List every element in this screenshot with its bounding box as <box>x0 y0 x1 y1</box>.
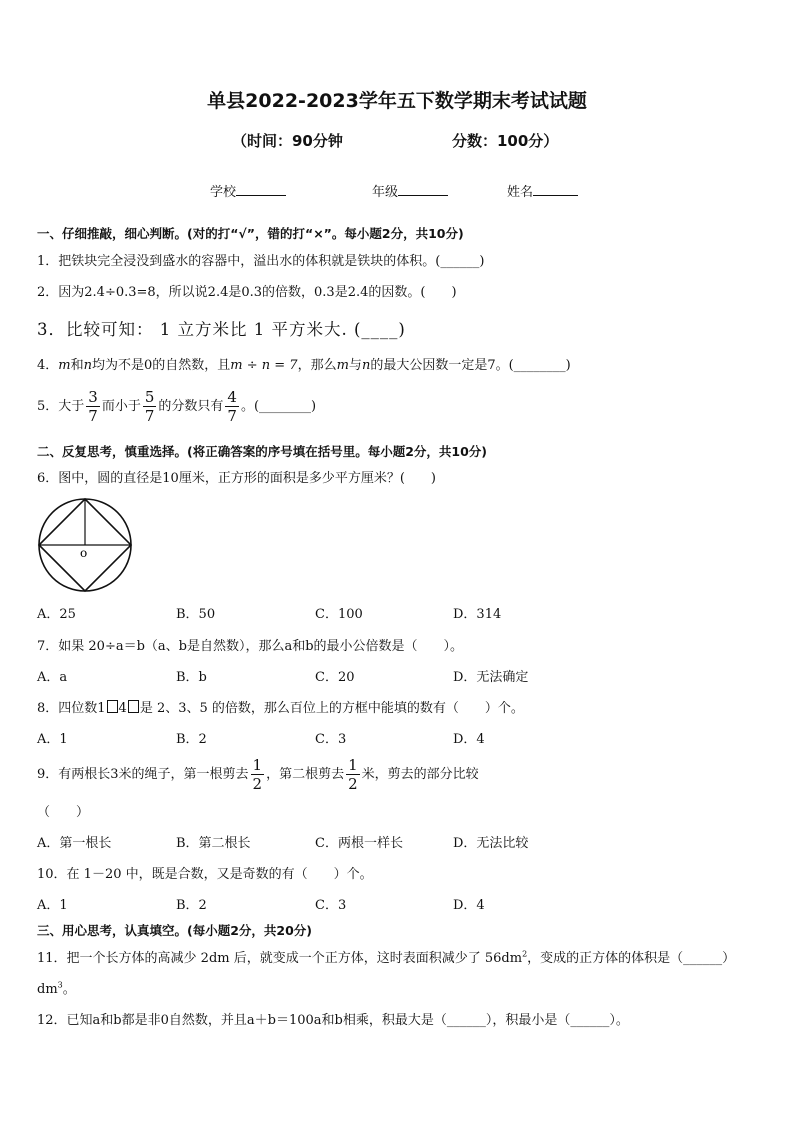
q7-option-d[interactable]: D．无法确定 <box>453 670 529 685</box>
exam-time: （时间：90分钟 <box>232 132 343 150</box>
q4-var-n2: n <box>361 358 371 373</box>
q10-option-d[interactable]: D．4 <box>453 898 485 913</box>
q10-option-b[interactable]: B．2 <box>176 898 207 913</box>
q11-text-d: 。 <box>62 982 76 997</box>
question-6: 6．图中，圆的直径是10厘米，正方形的面积是多少平方厘米？( ) <box>37 471 436 486</box>
q9-option-a[interactable]: A．第一根长 <box>37 836 112 851</box>
q6-option-b[interactable]: B．50 <box>176 607 216 622</box>
q5-text-b: 而小于 <box>101 399 141 414</box>
q4-text-d: ，那么 <box>297 358 337 373</box>
q8-text-b: 4 <box>118 701 127 716</box>
q4-text-a: 4． <box>37 358 59 373</box>
name-label: 姓名 <box>507 185 534 200</box>
q11-text-c: dm <box>37 982 58 997</box>
q7-option-a[interactable]: A．a <box>37 670 68 685</box>
q6-option-a[interactable]: A．25 <box>37 607 76 622</box>
name-field <box>507 181 578 200</box>
question-9 <box>37 756 479 793</box>
q11-text-b: ，变成的正方体的体积是（______） <box>527 951 736 966</box>
question-7: 7．如果 20÷a＝b（a、b是自然数），那么a和b的最小公倍数是（ ）。 <box>37 639 464 654</box>
school-blank[interactable] <box>236 183 286 196</box>
q11-sup-3: 3 <box>57 980 63 990</box>
question-5 <box>37 388 316 425</box>
q11-text-a: 11．把一个长方体的高减少 2dm 后，就变成一个正方体，这时表面积减少了 56dm <box>37 951 523 966</box>
q11-sup-2: 2 <box>522 949 528 959</box>
q8-option-b[interactable]: B．2 <box>176 732 207 747</box>
q10-option-a[interactable]: A．1 <box>37 898 68 913</box>
q4-text-b: 和 <box>70 358 84 373</box>
question-3: 3．比较可知： 1 立方米比 1 平方米大. (____) <box>37 320 406 339</box>
q9-answer-paren: （ ） <box>37 805 90 820</box>
q4-text-c: 均为不是0的自然数，且 <box>92 358 231 373</box>
question-4 <box>37 354 571 373</box>
q5-text-d: 。(________) <box>240 399 317 414</box>
q8-option-c[interactable]: C．3 <box>315 732 347 747</box>
exam-score: 分数：100分） <box>452 132 559 150</box>
question-10: 10．在 1－20 中，既是合数，又是奇数的有（ ）个。 <box>37 867 373 882</box>
q6-option-c[interactable]: C．100 <box>315 607 363 622</box>
q5-text-a: 5．大于 <box>37 399 85 414</box>
question-11-cont <box>37 978 76 997</box>
section2-heading: 二、反复思考，慎重选择。(将正确答案的序号填在括号里。每小题2分，共10分) <box>37 444 488 459</box>
q9-option-c[interactable]: C．两根一样长 <box>315 836 403 851</box>
q9-text-c: 米，剪去的部分比较 <box>361 767 479 782</box>
q10-option-c[interactable]: C．3 <box>315 898 347 913</box>
q5-text-c: 的分数只有 <box>158 399 224 414</box>
q8-option-a[interactable]: A．1 <box>37 732 68 747</box>
circle-square-figure <box>37 495 137 595</box>
q7-option-c[interactable]: C．20 <box>315 670 355 685</box>
q9-fraction-1: $\frac{1}{2}$ <box>252 756 263 793</box>
center-label: o <box>80 546 88 560</box>
grade-label: 年级 <box>372 185 399 200</box>
section3-heading: 三、用心思考，认真填空。(每小题2分，共20分) <box>37 923 313 938</box>
digit-box-hundreds <box>107 700 118 713</box>
name-blank[interactable] <box>533 183 578 196</box>
q5-fraction-1: $\frac{3}{7}$ <box>88 388 98 425</box>
q4-text-f: 的最大公因数一定是7。(________) <box>370 358 571 373</box>
grade-field <box>372 181 448 200</box>
q9-fraction-2: $\frac{1}{2}$ <box>348 756 358 793</box>
q7-option-b[interactable]: B．b <box>176 670 207 685</box>
page-title: 单县2022-2023学年五下数学期末考试试题 <box>207 90 587 112</box>
q9-text-b: ，第二根剪去 <box>266 767 345 782</box>
q4-var-m2: m <box>336 358 349 373</box>
q4-text-e: 与 <box>348 358 362 373</box>
q4-var-n: n <box>83 358 92 373</box>
q8-text-a: 8．四位数1 <box>37 701 106 716</box>
school-label: 学校 <box>210 185 237 200</box>
question-11 <box>37 947 735 966</box>
digit-box-ones <box>128 700 139 713</box>
q5-fraction-2: $\frac{5}{7}$ <box>144 388 155 425</box>
question-12: 12．已知a和b都是非0自然数，并且a＋b＝100a和b相乘，积最大是（______），积最小是（______）。 <box>37 1013 629 1028</box>
q6-option-d[interactable]: D．314 <box>453 607 502 622</box>
grade-blank[interactable] <box>398 183 448 196</box>
q8-option-d[interactable]: D．4 <box>453 732 485 747</box>
q9-text-a: 9．有两根长3米的绳子，第一根剪去 <box>37 767 249 782</box>
q9-option-d[interactable]: D．无法比较 <box>453 836 529 851</box>
q4-equation: m ÷ n = 7 <box>230 358 298 373</box>
q8-text-c: 是 2、3、5 的倍数，那么百位上的方框中能填的数有（ ）个。 <box>139 701 524 716</box>
q5-fraction-3: $\frac{4}{7}$ <box>227 388 237 425</box>
question-2: 2．因为2.4÷0.3=8，所以说2.4是0.3的倍数，0.3是2.4的因数。( ) <box>37 285 457 300</box>
question-1: 1．把铁块完全浸没到盛水的容器中，溢出水的体积就是铁块的体积。(______) <box>37 254 485 269</box>
question-8 <box>37 697 524 716</box>
q9-option-b[interactable]: B．第二根长 <box>176 836 251 851</box>
school-field <box>210 181 286 200</box>
section1-heading: 一、仔细推敲，细心判断。(对的打“√”，错的打“×”。每小题2分，共10分) <box>37 226 464 241</box>
q4-var-m: m <box>58 358 71 373</box>
